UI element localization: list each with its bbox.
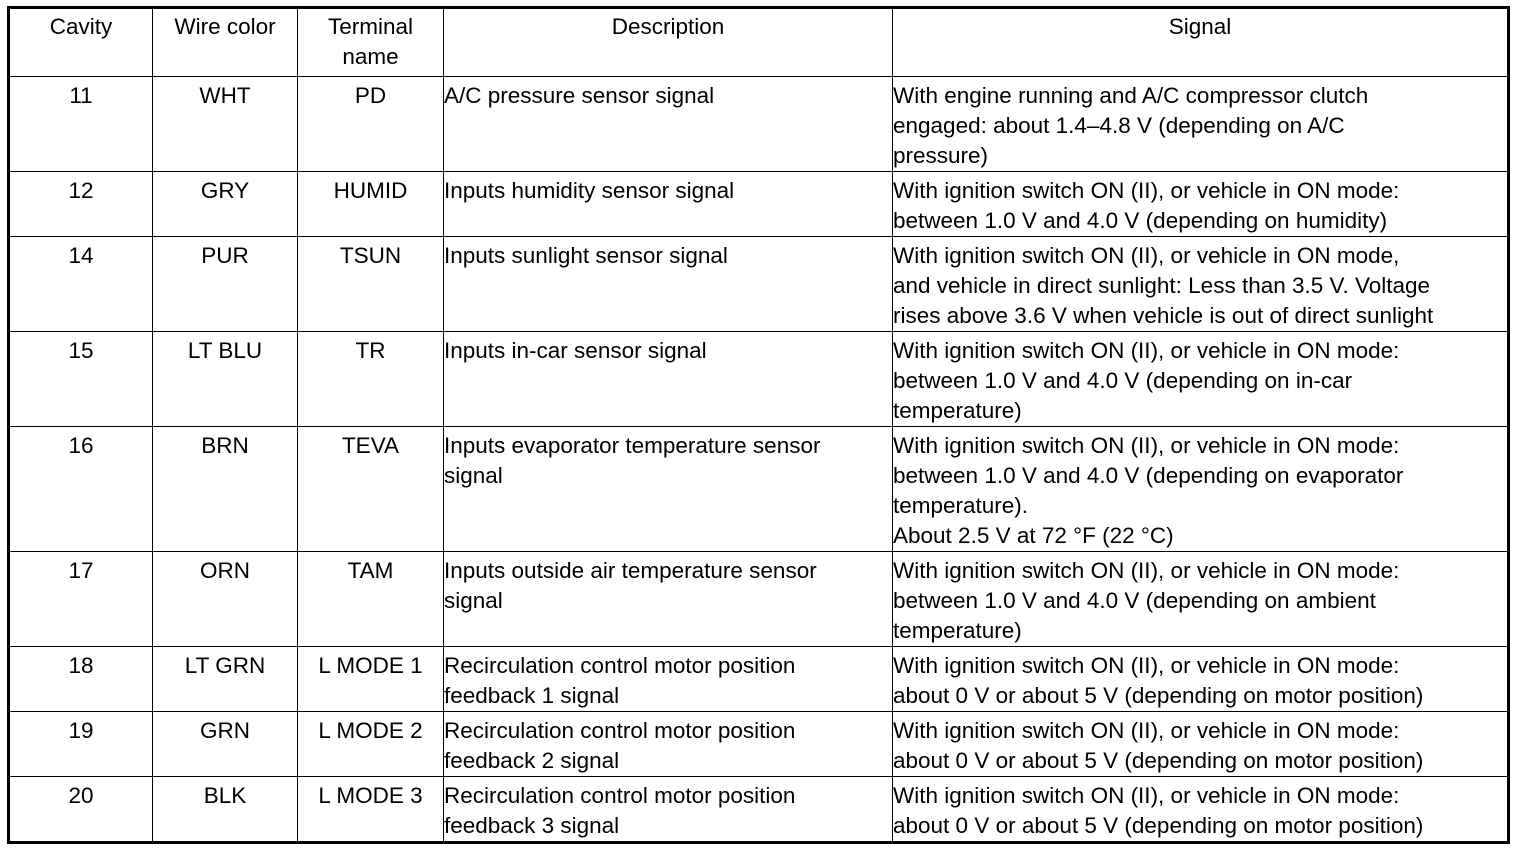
cell-cavity: 17 xyxy=(9,552,153,647)
cell-terminal-name: TR xyxy=(298,332,444,427)
table-row xyxy=(9,777,1509,843)
table-header xyxy=(9,8,1509,77)
cell-terminal-name: L MODE 1 xyxy=(298,647,444,712)
cell-wire-color: BLK xyxy=(153,777,298,843)
description-line: Inputs sunlight sensor signal xyxy=(444,243,728,268)
header-terminal-line-2: name xyxy=(342,44,399,69)
cell-signal xyxy=(893,647,1509,712)
signal-line: rises above 3.6 V when vehicle is out of direct sunlight xyxy=(893,303,1434,328)
cell-signal xyxy=(893,77,1509,172)
description-line: Inputs evaporator temperature sensor xyxy=(444,433,821,458)
cell-cavity: 11 xyxy=(9,77,153,172)
cell-terminal-name: TAM xyxy=(298,552,444,647)
cell-wire-color: LT BLU xyxy=(153,332,298,427)
header-cavity: Cavity xyxy=(9,8,153,77)
description-line: A/C pressure sensor signal xyxy=(444,83,715,108)
cell-cavity: 18 xyxy=(9,647,153,712)
header-signal: Signal xyxy=(893,8,1509,77)
signal-line: between 1.0 V and 4.0 V (depending on humidity) xyxy=(893,208,1388,233)
cell-terminal-name: PD xyxy=(298,77,444,172)
description-line: signal xyxy=(444,463,503,488)
signal-line: With ignition switch ON (II), or vehicle in ON mode: xyxy=(893,433,1400,458)
cell-wire-color: PUR xyxy=(153,237,298,332)
cell-description xyxy=(444,172,893,237)
cell-cavity: 19 xyxy=(9,712,153,777)
cell-wire-color: WHT xyxy=(153,77,298,172)
table-body xyxy=(9,77,1509,843)
header-terminal-line-1: Terminal xyxy=(327,14,414,39)
description-line: Inputs in-car sensor signal xyxy=(444,338,707,363)
cell-wire-color: LT GRN xyxy=(153,647,298,712)
table-row xyxy=(9,552,1509,647)
cell-description xyxy=(444,552,893,647)
signal-line: between 1.0 V and 4.0 V (depending on ambient xyxy=(893,588,1376,613)
signal-line: temperature). xyxy=(893,493,1029,518)
signal-line: and vehicle in direct sunlight: Less than 3.5 V. Voltage xyxy=(893,273,1431,298)
cell-cavity: 12 xyxy=(9,172,153,237)
header-row xyxy=(9,8,1509,77)
cell-wire-color: GRY xyxy=(153,172,298,237)
header-terminal-name xyxy=(298,8,444,77)
cell-signal xyxy=(893,427,1509,552)
signal-line: With ignition switch ON (II), or vehicle in ON mode: xyxy=(893,783,1400,808)
signal-line: between 1.0 V and 4.0 V (depending on evaporator xyxy=(893,463,1404,488)
signal-line: engaged: about 1.4–4.8 V (depending on A/C xyxy=(893,113,1345,138)
signal-line: about 0 V or about 5 V (depending on motor position) xyxy=(893,683,1424,708)
cell-description xyxy=(444,77,893,172)
cell-cavity: 15 xyxy=(9,332,153,427)
cell-wire-color: BRN xyxy=(153,427,298,552)
signal-line: With ignition switch ON (II), or vehicle in ON mode: xyxy=(893,718,1400,743)
signal-line: about 0 V or about 5 V (depending on motor position) xyxy=(893,813,1424,838)
signal-line: temperature) xyxy=(893,398,1022,423)
signal-line: With ignition switch ON (II), or vehicle in ON mode: xyxy=(893,558,1400,583)
table-row xyxy=(9,712,1509,777)
signal-line: With ignition switch ON (II), or vehicle in ON mode: xyxy=(893,338,1400,363)
signal-line: between 1.0 V and 4.0 V (depending on in-car xyxy=(893,368,1353,393)
cell-description xyxy=(444,647,893,712)
table-row xyxy=(9,647,1509,712)
signal-line: pressure) xyxy=(893,143,989,168)
cell-description xyxy=(444,237,893,332)
cell-terminal-name: L MODE 3 xyxy=(298,777,444,843)
cell-signal xyxy=(893,552,1509,647)
cell-cavity: 16 xyxy=(9,427,153,552)
cell-description xyxy=(444,777,893,843)
table-row xyxy=(9,332,1509,427)
table-row xyxy=(9,237,1509,332)
cell-signal xyxy=(893,237,1509,332)
signal-line: With ignition switch ON (II), or vehicle in ON mode: xyxy=(893,653,1400,678)
cell-cavity: 20 xyxy=(9,777,153,843)
cell-terminal-name: HUMID xyxy=(298,172,444,237)
table-row xyxy=(9,77,1509,172)
description-line: signal xyxy=(444,588,503,613)
cell-description xyxy=(444,332,893,427)
header-wire-color: Wire color xyxy=(153,8,298,77)
cell-cavity: 14 xyxy=(9,237,153,332)
description-line: Recirculation control motor position xyxy=(444,653,796,678)
description-line: Inputs humidity sensor signal xyxy=(444,178,735,203)
signal-line: about 0 V or about 5 V (depending on motor position) xyxy=(893,748,1424,773)
signal-line: With ignition switch ON (II), or vehicle in ON mode: xyxy=(893,178,1400,203)
cell-wire-color: ORN xyxy=(153,552,298,647)
cell-wire-color: GRN xyxy=(153,712,298,777)
description-line: feedback 2 signal xyxy=(444,748,620,773)
connector-terminal-table xyxy=(7,6,1510,844)
signal-line: With ignition switch ON (II), or vehicle in ON mode, xyxy=(893,243,1400,268)
signal-line: With engine running and A/C compressor clutch xyxy=(893,83,1369,108)
table-row xyxy=(9,172,1509,237)
description-line: Recirculation control motor position xyxy=(444,783,796,808)
description-line: Recirculation control motor position xyxy=(444,718,796,743)
cell-terminal-name: L MODE 2 xyxy=(298,712,444,777)
cell-signal xyxy=(893,777,1509,843)
description-line: feedback 3 signal xyxy=(444,813,620,838)
cell-signal xyxy=(893,172,1509,237)
cell-terminal-name: TEVA xyxy=(298,427,444,552)
cell-description xyxy=(444,427,893,552)
header-description: Description xyxy=(444,8,893,77)
cell-signal xyxy=(893,712,1509,777)
description-line: Inputs outside air temperature sensor xyxy=(444,558,817,583)
cell-description xyxy=(444,712,893,777)
signal-line: temperature) xyxy=(893,618,1022,643)
description-line: feedback 1 signal xyxy=(444,683,620,708)
cell-terminal-name: TSUN xyxy=(298,237,444,332)
signal-line: About 2.5 V at 72 °F (22 °C) xyxy=(893,523,1174,548)
table-row xyxy=(9,427,1509,552)
cell-signal xyxy=(893,332,1509,427)
